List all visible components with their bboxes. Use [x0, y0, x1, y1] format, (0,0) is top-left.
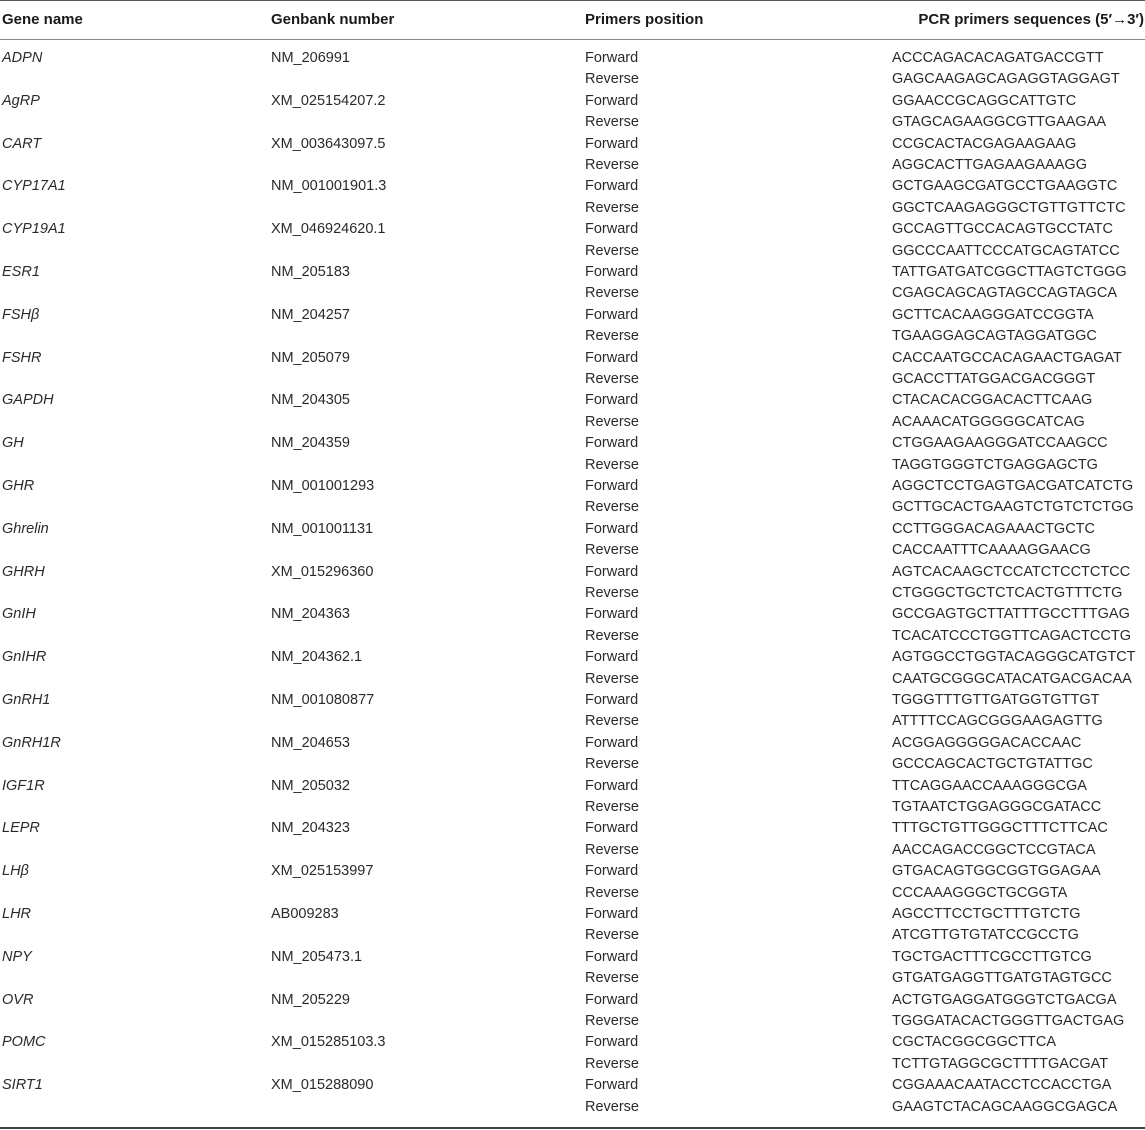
table-row — [0, 562, 1145, 605]
table-row — [0, 91, 1145, 134]
gene-name-cell: ADPN — [2, 50, 43, 66]
genbank-number-cell: NM_205473.1 — [271, 948, 363, 965]
primer-position-cell: Forward — [585, 520, 639, 537]
table-bottom-rule — [0, 1127, 1145, 1129]
primer-position-cell: Reverse — [585, 1055, 639, 1072]
forward-primer-line — [0, 562, 1145, 583]
forward-primer-line — [0, 733, 1145, 754]
gene-name-cell: FSHβ — [2, 306, 40, 323]
genbank-number-cell: XM_046924620.1 — [271, 221, 386, 238]
genbank-number-cell: NM_205079 — [271, 349, 350, 366]
forward-sequence-cell: AGTCACAAGCTCCATCTCCTCTCC — [892, 563, 1131, 580]
reverse-sequence-cell: AACCAGACCGGCTCCGTACA — [892, 841, 1096, 858]
gene-name-cell: LHR — [2, 905, 32, 922]
genbank-number-cell: AB009283 — [271, 905, 339, 922]
gene-name-cell: GnIH — [2, 606, 36, 623]
table-row — [0, 262, 1145, 305]
table-row — [0, 1032, 1145, 1075]
primer-position-cell: Forward — [585, 306, 639, 323]
primer-position-cell: Reverse — [585, 285, 639, 302]
reverse-primer-line — [0, 455, 1145, 476]
reverse-primer-line — [0, 497, 1145, 518]
forward-sequence-cell: AGTGGCCTGGTACAGGGCATGTCT — [892, 649, 1136, 666]
table-row — [0, 647, 1145, 690]
forward-primer-line — [0, 690, 1145, 711]
primer-position-cell: Forward — [585, 435, 639, 452]
table-row — [0, 134, 1145, 177]
genbank-number-cell: NM_204257 — [271, 306, 350, 323]
genbank-number-cell: NM_001001901.3 — [271, 178, 387, 195]
genbank-number-cell: XM_015285103.3 — [271, 1034, 386, 1051]
forward-primer-line — [0, 219, 1145, 240]
gene-name-cell: CYP19A1 — [2, 221, 66, 238]
table-row — [0, 1075, 1145, 1118]
reverse-sequence-cell: TGAAGGAGCAGTAGGATGGC — [892, 328, 1097, 345]
gene-name-cell: FSHR — [2, 349, 42, 366]
primer-position-cell: Forward — [585, 734, 639, 751]
primer-position-cell: Forward — [585, 948, 639, 965]
forward-sequence-cell: CTGGAAGAAGGGATCCAAGCC — [892, 435, 1108, 452]
forward-sequence-cell: TGCTGACTTTCGCCTTGTCG — [892, 948, 1092, 965]
reverse-primer-line — [0, 112, 1145, 133]
reverse-primer-line — [0, 155, 1145, 176]
primer-position-cell: Forward — [585, 649, 639, 666]
reverse-primer-line — [0, 925, 1145, 946]
genbank-number-cell: XM_015296360 — [271, 563, 374, 580]
forward-primer-line — [0, 48, 1145, 69]
reverse-primer-line — [0, 968, 1145, 989]
reverse-primer-line — [0, 754, 1145, 775]
reverse-sequence-cell: TGTAATCTGGAGGGCGATACC — [892, 798, 1102, 815]
forward-sequence-cell: TGGGTTTGTTGATGGTGTTGT — [892, 691, 1100, 708]
forward-sequence-cell: TTTGCTGTTGGGCTTTCTTCAC — [892, 820, 1108, 837]
reverse-sequence-cell: CACCAATTTCAAAAGGAACG — [892, 542, 1091, 559]
reverse-primer-line — [0, 69, 1145, 90]
forward-primer-line — [0, 647, 1145, 668]
forward-primer-line — [0, 476, 1145, 497]
reverse-primer-line — [0, 626, 1145, 647]
forward-sequence-cell: GCCAGTTGCCACAGTGCCTATC — [892, 221, 1113, 238]
forward-sequence-cell: GGAACCGCAGGCATTGTC — [892, 92, 1077, 109]
primer-position-cell: Forward — [585, 991, 639, 1008]
primer-position-cell: Reverse — [585, 627, 639, 644]
primer-position-cell: Reverse — [585, 970, 639, 987]
forward-primer-line — [0, 262, 1145, 283]
gene-name-cell: GnRH1R — [2, 734, 61, 751]
forward-primer-line — [0, 1075, 1145, 1096]
forward-primer-line — [0, 604, 1145, 625]
primer-position-cell: Reverse — [585, 756, 639, 773]
forward-sequence-cell: GCTTCACAAGGGATCCGGTA — [892, 306, 1094, 323]
header-primers-position: Primers position — [585, 11, 704, 28]
primer-position-cell: Reverse — [585, 670, 639, 687]
primer-position-cell: Forward — [585, 691, 639, 708]
genbank-number-cell: NM_205032 — [271, 777, 350, 794]
gene-name-cell: CYP17A1 — [2, 178, 66, 195]
reverse-sequence-cell: GGCCCAATTCCCATGCAGTATCC — [892, 242, 1120, 259]
primer-position-cell: Reverse — [585, 499, 639, 516]
reverse-primer-line — [0, 326, 1145, 347]
reverse-sequence-cell: TGGGATACACTGGGTTGACTGAG — [892, 1012, 1125, 1029]
primer-position-cell: Forward — [585, 349, 639, 366]
gene-name-cell: NPY — [2, 948, 32, 965]
table-row — [0, 433, 1145, 476]
forward-primer-line — [0, 305, 1145, 326]
primer-position-cell: Forward — [585, 1077, 639, 1094]
primer-position-cell: Forward — [585, 135, 639, 152]
primer-position-cell: Forward — [585, 863, 639, 880]
gene-name-cell: LEPR — [2, 820, 40, 837]
reverse-primer-line — [0, 711, 1145, 732]
genbank-number-cell: NM_204323 — [271, 820, 350, 837]
primer-position-cell: Forward — [585, 905, 639, 922]
table-row — [0, 476, 1145, 519]
primer-position-cell: Forward — [585, 563, 639, 580]
gene-name-cell: OVR — [2, 991, 34, 1008]
forward-primer-line — [0, 519, 1145, 540]
table-header-rule — [0, 39, 1145, 40]
reverse-sequence-cell: CGAGCAGCAGTAGCCAGTAGCA — [892, 285, 1118, 302]
primer-position-cell: Reverse — [585, 713, 639, 730]
primer-position-cell: Forward — [585, 221, 639, 238]
reverse-primer-line — [0, 540, 1145, 561]
reverse-primer-line — [0, 883, 1145, 904]
reverse-primer-line — [0, 669, 1145, 690]
genbank-number-cell: NM_204305 — [271, 392, 350, 409]
forward-primer-line — [0, 433, 1145, 454]
reverse-sequence-cell: GCTTGCACTGAAGTCTGTCTCTGG — [892, 499, 1134, 516]
table-row — [0, 390, 1145, 433]
primer-position-cell: Forward — [585, 606, 639, 623]
primer-position-cell: Reverse — [585, 370, 639, 387]
genbank-number-cell: NM_204363 — [271, 606, 350, 623]
forward-sequence-cell: CGCTACGGCGGCTTCA — [892, 1034, 1057, 1051]
table-row — [0, 733, 1145, 776]
gene-name-cell: GHRH — [2, 563, 45, 580]
forward-primer-line — [0, 348, 1145, 369]
reverse-primer-line — [0, 1054, 1145, 1075]
reverse-sequence-cell: GTGATGAGGTTGATGTAGTGCC — [892, 970, 1112, 987]
genbank-number-cell: XM_003643097.5 — [271, 135, 386, 152]
table-row — [0, 990, 1145, 1033]
forward-primer-line — [0, 818, 1145, 839]
genbank-number-cell: NM_001001131 — [271, 520, 374, 537]
primer-position-cell: Reverse — [585, 884, 639, 901]
genbank-number-cell: XM_015288090 — [271, 1077, 374, 1094]
primer-position-cell: Reverse — [585, 71, 639, 88]
genbank-number-cell: XM_025153997 — [271, 863, 374, 880]
table-row — [0, 776, 1145, 819]
primer-position-cell: Reverse — [585, 542, 639, 559]
reverse-primer-line — [0, 241, 1145, 262]
table-header-row — [0, 0, 1145, 39]
genbank-number-cell: NM_205229 — [271, 991, 350, 1008]
gene-name-cell: LHβ — [2, 863, 29, 880]
gene-name-cell: POMC — [2, 1034, 46, 1051]
table-row — [0, 219, 1145, 262]
reverse-sequence-cell: TAGGTGGGTCTGAGGAGCTG — [892, 456, 1098, 473]
header-pcr-sequences: PCR primers sequences (5′→3′) — [918, 11, 1144, 28]
reverse-sequence-cell: TCTTGTAGGCGCTTTTGACGAT — [892, 1055, 1109, 1072]
genbank-number-cell: NM_001001293 — [271, 477, 375, 494]
reverse-sequence-cell: ACAAACATGGGGGCATCAG — [892, 413, 1085, 430]
primer-position-cell: Reverse — [585, 413, 639, 430]
gene-name-cell: IGF1R — [2, 777, 45, 794]
forward-sequence-cell: CACCAATGCCACAGAACTGAGAT — [892, 349, 1122, 366]
reverse-sequence-cell: AGGCACTTGAGAAGAAAGG — [892, 156, 1087, 173]
forward-primer-line — [0, 861, 1145, 882]
reverse-sequence-cell: TCACATCCCTGGTTCAGACTCCTG — [892, 627, 1131, 644]
reverse-sequence-cell: CTGGGCTGCTCTCACTGTTTCTG — [892, 584, 1123, 601]
table-row — [0, 48, 1145, 91]
forward-sequence-cell: CCGCACTACGAGAAGAAG — [892, 135, 1077, 152]
reverse-sequence-cell: ATCGTTGTGTATCCGCCTG — [892, 927, 1079, 944]
genbank-number-cell: NM_001080877 — [271, 691, 375, 708]
primer-position-cell: Forward — [585, 777, 639, 794]
primer-position-cell: Reverse — [585, 927, 639, 944]
table-row — [0, 305, 1145, 348]
table-row — [0, 690, 1145, 733]
table-row — [0, 861, 1145, 904]
forward-sequence-cell: GTGACAGTGGCGGTGGAGAA — [892, 863, 1101, 880]
gene-name-cell: AgRP — [2, 92, 40, 109]
forward-sequence-cell: CTACACACGGACACTTCAAG — [892, 392, 1093, 409]
forward-sequence-cell: GCTGAAGCGATGCCTGAAGGTC — [892, 178, 1118, 195]
reverse-primer-line — [0, 840, 1145, 861]
primer-position-cell: Forward — [585, 263, 639, 280]
table-row — [0, 818, 1145, 861]
forward-sequence-cell: TTCAGGAACCAAAGGGCGA — [892, 777, 1087, 794]
reverse-sequence-cell: GCCCAGCACTGCTGTATTGC — [892, 756, 1093, 773]
reverse-primer-line — [0, 283, 1145, 304]
gene-name-cell: GnRH1 — [2, 691, 51, 708]
reverse-primer-line — [0, 583, 1145, 604]
primer-position-cell: Reverse — [585, 456, 639, 473]
reverse-primer-line — [0, 369, 1145, 390]
forward-sequence-cell: AGCCTTCCTGCTTTGTCTG — [892, 905, 1081, 922]
forward-primer-line — [0, 947, 1145, 968]
reverse-primer-line — [0, 797, 1145, 818]
table-row — [0, 904, 1145, 947]
primer-position-cell: Forward — [585, 92, 639, 109]
gene-name-cell: GAPDH — [2, 392, 54, 409]
table-row — [0, 348, 1145, 391]
primer-position-cell: Reverse — [585, 156, 639, 173]
primer-position-cell: Reverse — [585, 114, 639, 131]
primer-position-cell: Reverse — [585, 199, 639, 216]
primer-position-cell: Forward — [585, 477, 639, 494]
reverse-sequence-cell: CCCAAAGGGCTGCGGTA — [892, 884, 1068, 901]
forward-sequence-cell: ACCCAGACACAGATGACCGTT — [892, 50, 1104, 66]
reverse-sequence-cell: GGCTCAAGAGGGCTGTTGTTCTC — [892, 199, 1126, 216]
primer-position-cell: Forward — [585, 50, 639, 66]
gene-name-cell: GnIHR — [2, 649, 47, 666]
forward-sequence-cell: GCCGAGTGCTTATTTGCCTTTGAG — [892, 606, 1130, 623]
primer-position-cell: Forward — [585, 178, 639, 195]
forward-primer-line — [0, 904, 1145, 925]
reverse-sequence-cell: ATTTTCCAGCGGGAAGAGTTG — [892, 713, 1103, 730]
header-genbank-number: Genbank number — [271, 11, 395, 28]
reverse-sequence-cell: GTAGCAGAAGGCGTTGAAGAA — [892, 114, 1107, 131]
gene-name-cell: GH — [2, 435, 24, 452]
forward-primer-line — [0, 91, 1145, 112]
primer-position-cell: Reverse — [585, 242, 639, 259]
forward-sequence-cell: CCTTGGGACAGAAACTGCTC — [892, 520, 1096, 537]
forward-primer-line — [0, 390, 1145, 411]
table-row — [0, 947, 1145, 990]
forward-sequence-cell: ACTGTGAGGATGGGTCTGACGA — [892, 991, 1117, 1008]
reverse-primer-line — [0, 1011, 1145, 1032]
forward-primer-line — [0, 1032, 1145, 1053]
reverse-sequence-cell: GAGCAAGAGCAGAGGTAGGAGT — [892, 71, 1120, 88]
forward-sequence-cell: CGGAAACAATACCTCCACCTGA — [892, 1077, 1112, 1094]
forward-primer-line — [0, 990, 1145, 1011]
primer-position-cell: Reverse — [585, 328, 639, 345]
table-row — [0, 176, 1145, 219]
primer-position-cell: Reverse — [585, 584, 639, 601]
forward-sequence-cell: ACGGAGGGGGACACCAAC — [892, 734, 1082, 751]
primer-position-cell: Reverse — [585, 1012, 639, 1029]
reverse-sequence-cell: GAAGTCTACAGCAAGGCGAGCA — [892, 1098, 1118, 1115]
reverse-primer-line — [0, 198, 1145, 219]
forward-primer-line — [0, 776, 1145, 797]
primer-position-cell: Forward — [585, 392, 639, 409]
genbank-number-cell: XM_025154207.2 — [271, 92, 386, 109]
genbank-number-cell: NM_204359 — [271, 435, 350, 452]
genbank-number-cell: NM_205183 — [271, 263, 350, 280]
table-row — [0, 519, 1145, 562]
header-gene-name: Gene name — [2, 11, 83, 28]
genbank-number-cell: NM_206991 — [271, 50, 350, 66]
gene-name-cell: CART — [2, 135, 42, 152]
forward-sequence-cell: AGGCTCCTGAGTGACGATCATCTG — [892, 477, 1134, 494]
reverse-sequence-cell: GCACCTTATGGACGACGGGT — [892, 370, 1096, 387]
gene-name-cell: Ghrelin — [2, 520, 49, 537]
gene-name-cell: ESR1 — [2, 263, 40, 280]
forward-primer-line — [0, 176, 1145, 197]
primer-position-cell: Forward — [585, 820, 639, 837]
table-body — [0, 48, 1145, 1118]
reverse-sequence-cell: CAATGCGGGCATACATGACGACAA — [892, 670, 1132, 687]
table-row — [0, 604, 1145, 647]
genbank-number-cell: NM_204653 — [271, 734, 350, 751]
gene-name-cell: GHR — [2, 477, 35, 494]
primer-position-cell: Reverse — [585, 798, 639, 815]
primer-position-cell: Reverse — [585, 841, 639, 858]
forward-sequence-cell: TATTGATGATCGGCTTAGTCTGGG — [892, 263, 1127, 280]
primer-position-cell: Forward — [585, 1034, 639, 1051]
genbank-number-cell: NM_204362.1 — [271, 649, 363, 666]
gene-name-cell: SIRT1 — [2, 1077, 43, 1094]
reverse-primer-line — [0, 1097, 1145, 1118]
primer-position-cell: Reverse — [585, 1098, 639, 1115]
forward-primer-line — [0, 134, 1145, 155]
reverse-primer-line — [0, 412, 1145, 433]
